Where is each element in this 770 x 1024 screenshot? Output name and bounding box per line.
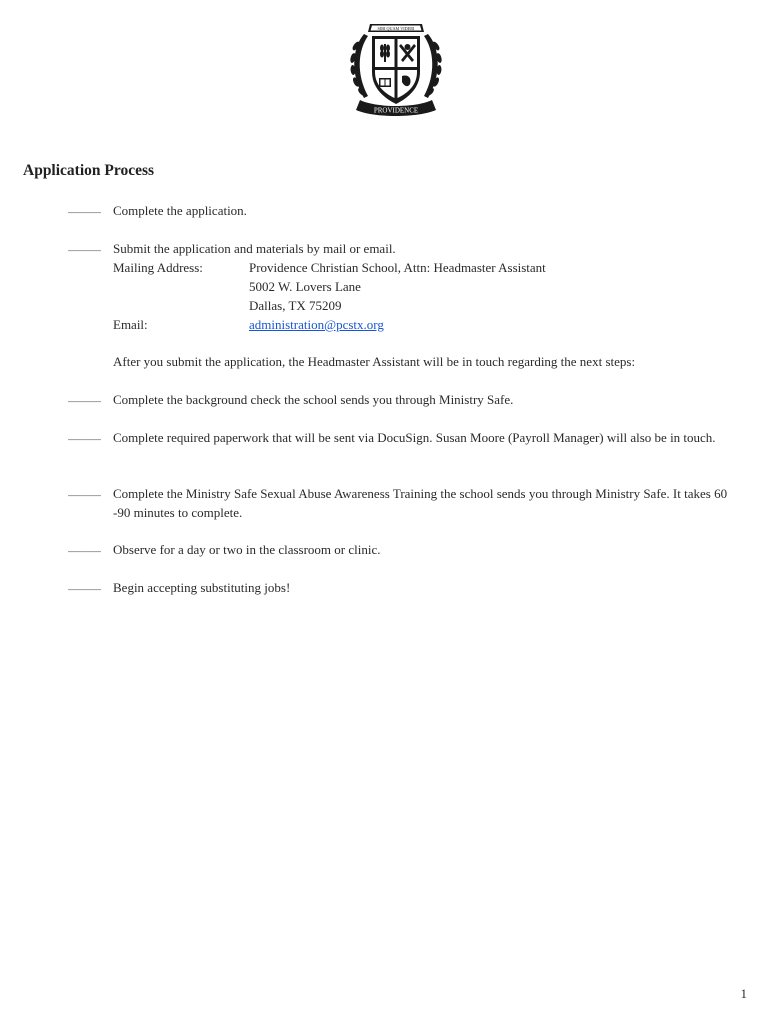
step-text: Observe for a day or two in the classroom or clinic. xyxy=(113,542,381,557)
address-line-2: 5002 W. Lovers Lane xyxy=(249,279,361,294)
step-text: Begin accepting substituting jobs! xyxy=(113,580,291,595)
page-title: Application Process xyxy=(23,162,155,179)
step-text: Complete the background check the school sends you through Ministry Safe. xyxy=(113,392,514,407)
address-line-1: Providence Christian School, Attn: Headmaster Assistant xyxy=(249,260,546,275)
checklist-blank: _____ xyxy=(68,204,102,216)
checklist-blank: _____ xyxy=(68,581,102,593)
page-number: 1 xyxy=(740,986,747,1001)
crest-name: PROVIDENCE xyxy=(373,106,419,115)
step-text: Complete required paperwork that will be sent via DocuSign. Susan Moore (Payroll Manager) will also be in touch. xyxy=(113,430,716,445)
crest-motto: SIBI QUAM VIDERI xyxy=(377,25,415,31)
email-label: Email: xyxy=(113,317,148,332)
checklist-blank: _____ xyxy=(68,393,102,405)
note-text: After you submit the application, the Headmaster Assistant will be in touch regarding the next steps: xyxy=(113,354,636,369)
mailing-address-label: Mailing Address: xyxy=(113,260,203,275)
checklist-blank: _____ xyxy=(68,242,102,254)
step-text: Complete the Ministry Safe Sexual Abuse Awareness Training the school sends you through Ministry Safe. It takes 60 -90 minutes to complete. xyxy=(113,486,728,520)
checklist-blank: _____ xyxy=(68,487,102,499)
step-text: Complete the application. xyxy=(113,203,247,218)
step-text: Submit the application and materials by mail or email. xyxy=(113,241,396,256)
school-crest-logo xyxy=(342,14,450,122)
email-link[interactable]: administration@pcstx.org xyxy=(249,317,384,332)
address-line-3: Dallas, TX 75209 xyxy=(249,298,342,313)
checklist-blank: _____ xyxy=(68,431,102,443)
checklist-blank: _____ xyxy=(68,543,102,555)
